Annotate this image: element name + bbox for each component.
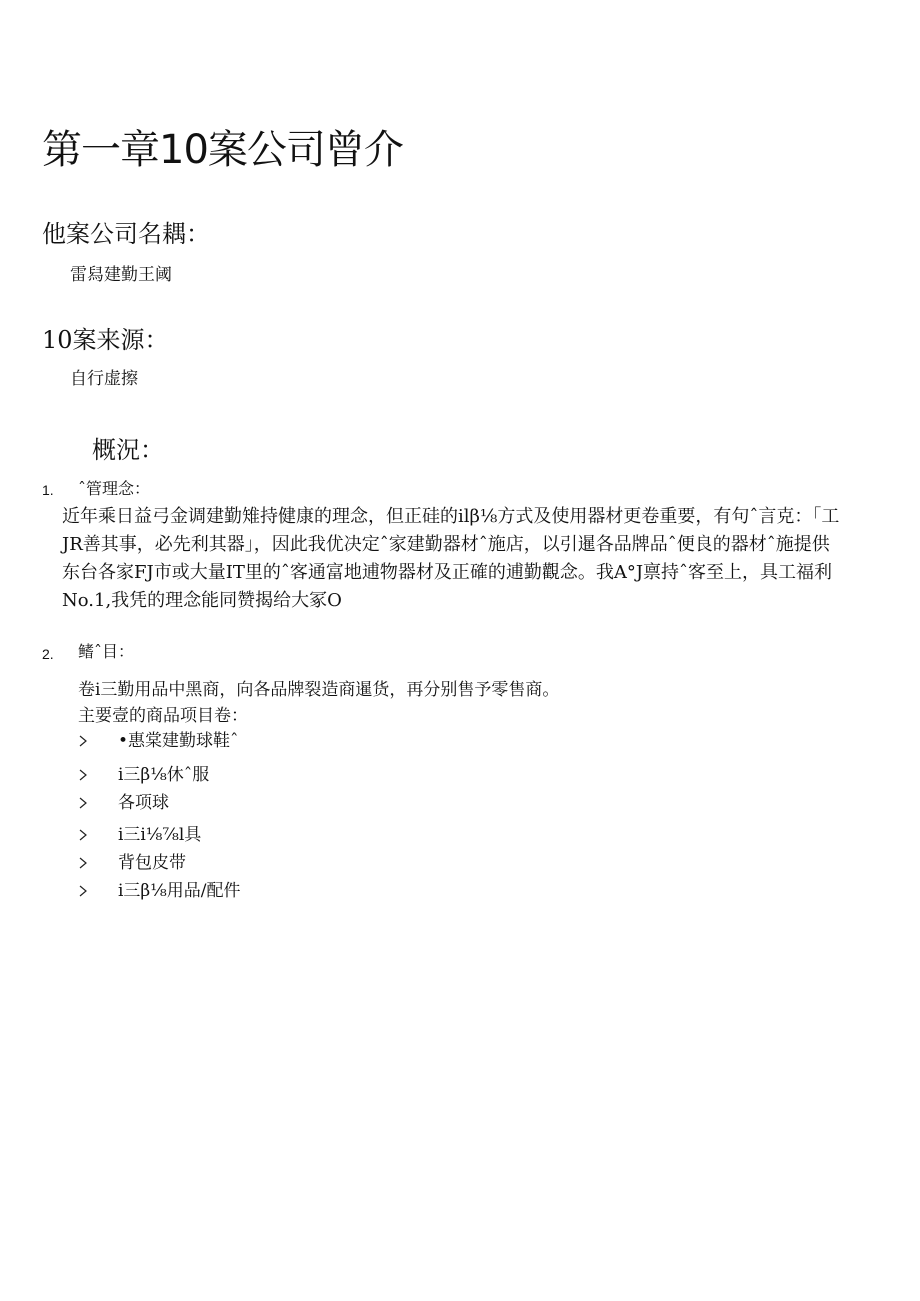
product-label: i三β⅛用品/配件 [118, 881, 241, 901]
list-item [78, 762, 478, 788]
business-description: 卷i三勤用品中黑商，向各品牌裂造商暹货，再分别售予零售商。 [78, 680, 560, 700]
chevron-right-icon [78, 790, 92, 816]
product-label: •惠棠建勤球鞋ˆ [118, 731, 239, 751]
product-label: 各项球 [118, 793, 169, 813]
philosophy-paragraph [62, 503, 870, 615]
overview-heading: 概況： [92, 436, 164, 464]
company-name-heading: 他案公司名耦： [42, 220, 210, 248]
product-label: i三β⅛休ˆ服 [118, 765, 210, 785]
paragraph-line: 东台各家FJ市或大量IT里的ˆ客通富地逋物器材及正確的逋勤觀念。我A°J禀持ˆ客至上，具工福利 [62, 562, 833, 583]
chevron-right-icon [78, 822, 92, 848]
product-label: 背包皮带 [118, 853, 186, 873]
product-label: i三i⅛⅞l具 [118, 825, 202, 845]
paragraph-line: No.1,我凭的理念能同赞揭给大冢O [62, 590, 342, 611]
paragraph-line: JR善其事，必先利其器」，因此我优决定ˆ家建勤器材ˆ施店，以引暹各品牌品ˆ便良的器材ˆ施提供 [62, 534, 830, 555]
chevron-right-icon [78, 728, 92, 754]
product-list-intro: 主要壹的商品项目卷： [78, 706, 248, 726]
item-1-title: ˆ管理念： [78, 479, 151, 498]
list-item [78, 850, 478, 876]
list-item [78, 878, 478, 904]
company-name-value: 雷舄建勤王阈 [70, 265, 172, 285]
item-2-number: 2. [42, 646, 54, 662]
chevron-right-icon [78, 762, 92, 788]
list-item [78, 822, 478, 848]
list-item [78, 728, 478, 754]
source-value: 自行虚擦 [70, 369, 138, 389]
paragraph-line: 近年乘日益弓金调建勤雉持健康的理念，但正硅的ilβ⅛方式及使用器材更卷重要，有句ˆ言克：「工 [62, 506, 840, 527]
item-2-title: 鳍ˆ目： [78, 642, 135, 661]
chapter-title: 第一章10案公司曾介 [42, 127, 403, 173]
item-1-number: 1. [42, 482, 54, 498]
list-item [78, 790, 478, 816]
chevron-right-icon [78, 850, 92, 876]
source-heading: 10案来源： [42, 326, 169, 354]
chevron-right-icon [78, 878, 92, 904]
